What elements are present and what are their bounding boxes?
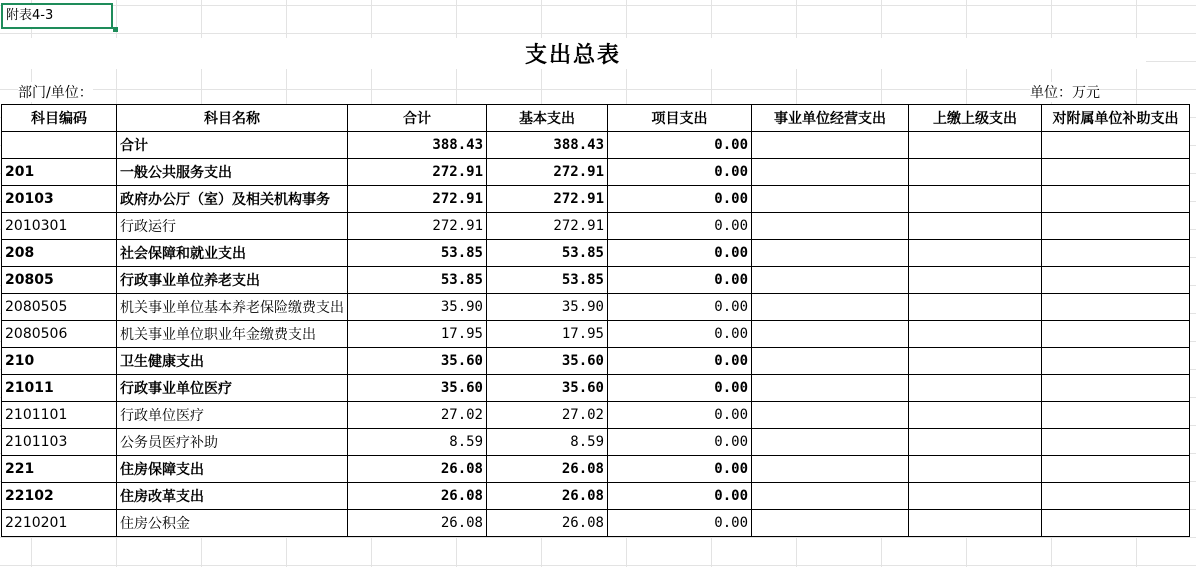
cell-subsidy[interactable] (1042, 267, 1190, 294)
cell-business[interactable] (752, 132, 909, 159)
table-row (2, 294, 1190, 321)
cell-name[interactable]: 社会保障和就业支出 (117, 240, 348, 267)
cell-subsidy[interactable] (1042, 213, 1190, 240)
cell-basic[interactable]: 26.08 (487, 483, 608, 510)
fill-handle[interactable] (113, 27, 118, 32)
cell-project[interactable]: 0.00 (608, 456, 752, 483)
header-total[interactable]: 合计 (348, 105, 487, 132)
cell-name[interactable]: 行政事业单位医疗 (117, 375, 348, 402)
cell-total[interactable]: 53.85 (348, 240, 487, 267)
cell-subsidy[interactable] (1042, 348, 1190, 375)
cell-upper[interactable] (909, 456, 1042, 483)
header-project[interactable]: 项目支出 (608, 105, 752, 132)
table-row (2, 483, 1190, 510)
table-row (2, 429, 1190, 456)
header-row (2, 105, 1190, 132)
table-row (2, 132, 1190, 159)
cell-total[interactable]: 26.08 (348, 483, 487, 510)
cell-upper[interactable] (909, 159, 1042, 186)
cell-project[interactable]: 0.00 (608, 510, 752, 537)
cell-subsidy[interactable] (1042, 294, 1190, 321)
cell-project[interactable]: 0.00 (608, 213, 752, 240)
cell-code[interactable]: 20103 (2, 186, 117, 213)
cell-basic[interactable]: 26.08 (487, 456, 608, 483)
cell-code[interactable]: 208 (2, 240, 117, 267)
cell-name[interactable]: 卫生健康支出 (117, 348, 348, 375)
header-upper[interactable]: 上缴上级支出 (909, 105, 1042, 132)
header-name[interactable]: 科目名称 (117, 105, 348, 132)
cell-total[interactable]: 26.08 (348, 456, 487, 483)
cell-name[interactable]: 机关事业单位基本养老保险缴费支出 (117, 294, 348, 321)
cell-total[interactable]: 53.85 (348, 267, 487, 294)
cell-business[interactable] (752, 186, 909, 213)
cell-upper[interactable] (909, 348, 1042, 375)
cell-project[interactable]: 0.00 (608, 375, 752, 402)
cell-business[interactable] (752, 510, 909, 537)
cell-business[interactable] (752, 456, 909, 483)
cell-subsidy[interactable] (1042, 483, 1190, 510)
header-business[interactable]: 事业单位经营支出 (752, 105, 909, 132)
expenditure-table (1, 104, 1190, 537)
table-row (2, 267, 1190, 294)
cell-code[interactable] (2, 132, 117, 159)
cell-code[interactable]: 2210201 (2, 510, 117, 537)
cell-project[interactable]: 0.00 (608, 267, 752, 294)
table-row (2, 402, 1190, 429)
cell-name[interactable]: 行政运行 (117, 213, 348, 240)
cell-total[interactable]: 272.91 (348, 186, 487, 213)
table-row (2, 186, 1190, 213)
cell-upper[interactable] (909, 240, 1042, 267)
cell-name[interactable]: 行政单位医疗 (117, 402, 348, 429)
cell-business[interactable] (752, 240, 909, 267)
cell-business[interactable] (752, 267, 909, 294)
cell-project[interactable]: 0.00 (608, 402, 752, 429)
cell-business[interactable] (752, 483, 909, 510)
cell-total[interactable]: 388.43 (348, 132, 487, 159)
table-row (2, 456, 1190, 483)
cell-upper[interactable] (909, 483, 1042, 510)
cell-subsidy[interactable] (1042, 321, 1190, 348)
cell-upper[interactable] (909, 132, 1042, 159)
table-row (2, 375, 1190, 402)
cell-name[interactable]: 行政事业单位养老支出 (117, 267, 348, 294)
cell-name[interactable]: 住房公积金 (117, 510, 348, 537)
cell-subsidy[interactable] (1042, 240, 1190, 267)
cell-basic[interactable]: 53.85 (487, 267, 608, 294)
cell-subsidy[interactable] (1042, 456, 1190, 483)
cell-project[interactable]: 0.00 (608, 348, 752, 375)
cell-basic[interactable]: 35.60 (487, 348, 608, 375)
table-row (2, 240, 1190, 267)
cell-subsidy[interactable] (1042, 159, 1190, 186)
cell-code[interactable]: 2101103 (2, 429, 117, 456)
table-row (2, 348, 1190, 375)
cell-subsidy[interactable] (1042, 186, 1190, 213)
cell-upper[interactable] (909, 213, 1042, 240)
cell-subsidy[interactable] (1042, 132, 1190, 159)
cell-project[interactable]: 0.00 (608, 321, 752, 348)
cell-basic[interactable]: 388.43 (487, 132, 608, 159)
cell-total[interactable]: 35.60 (348, 348, 487, 375)
cell-business[interactable] (752, 294, 909, 321)
cell-basic[interactable]: 272.91 (487, 159, 608, 186)
cell-code[interactable]: 2101101 (2, 402, 117, 429)
cell-total[interactable]: 17.95 (348, 321, 487, 348)
cell-basic[interactable]: 27.02 (487, 402, 608, 429)
cell-name[interactable]: 一般公共服务支出 (117, 159, 348, 186)
cell-code[interactable]: 2080506 (2, 321, 117, 348)
cell-project[interactable]: 0.00 (608, 159, 752, 186)
cell-name[interactable]: 机关事业单位职业年金缴费支出 (117, 321, 348, 348)
cell-business[interactable] (752, 159, 909, 186)
cell-basic[interactable]: 8.59 (487, 429, 608, 456)
cell-code[interactable]: 201 (2, 159, 117, 186)
cell-subsidy[interactable] (1042, 375, 1190, 402)
cell-basic[interactable]: 272.91 (487, 213, 608, 240)
table-title: 支出总表 (519, 43, 627, 68)
cell-name[interactable]: 住房改革支出 (117, 483, 348, 510)
cell-basic[interactable]: 53.85 (487, 240, 608, 267)
header-basic[interactable]: 基本支出 (487, 105, 608, 132)
cell-basic[interactable]: 35.60 (487, 375, 608, 402)
cell-upper[interactable] (909, 321, 1042, 348)
cell-code[interactable]: 22102 (2, 483, 117, 510)
cell-project[interactable]: 0.00 (608, 186, 752, 213)
cell-project[interactable]: 0.00 (608, 240, 752, 267)
cell-name[interactable]: 合计 (117, 132, 348, 159)
cell-upper[interactable] (909, 402, 1042, 429)
cell-ref-label: 附表4-3 (6, 8, 54, 23)
cell-subsidy[interactable] (1042, 510, 1190, 537)
table-row (2, 159, 1190, 186)
department-label[interactable]: 部门/单位： (18, 82, 93, 102)
cell-basic[interactable]: 17.95 (487, 321, 608, 348)
cell-total[interactable]: 272.91 (348, 213, 487, 240)
cell-business[interactable] (752, 375, 909, 402)
cell-business[interactable] (752, 321, 909, 348)
cell-code[interactable]: 20805 (2, 267, 117, 294)
cell-project[interactable]: 0.00 (608, 483, 752, 510)
cell-total[interactable]: 35.60 (348, 375, 487, 402)
cell-name[interactable]: 住房保障支出 (117, 456, 348, 483)
cell-upper[interactable] (909, 267, 1042, 294)
cell-basic[interactable]: 35.90 (487, 294, 608, 321)
cell-upper[interactable] (909, 510, 1042, 537)
cell-business[interactable] (752, 402, 909, 429)
cell-upper[interactable] (909, 375, 1042, 402)
cell-upper[interactable] (909, 294, 1042, 321)
header-code[interactable]: 科目编码 (2, 105, 117, 132)
cell-name[interactable]: 政府办公厅（室）及相关机构事务 (117, 186, 348, 213)
cell-total[interactable]: 26.08 (348, 510, 487, 537)
cell-project[interactable]: 0.00 (608, 132, 752, 159)
cell-code[interactable]: 221 (2, 456, 117, 483)
cell-project[interactable]: 0.00 (608, 429, 752, 456)
table-row (2, 510, 1190, 537)
cell-total[interactable]: 35.90 (348, 294, 487, 321)
cell-project[interactable]: 0.00 (608, 294, 752, 321)
table-row (2, 213, 1190, 240)
cell-subsidy[interactable] (1042, 402, 1190, 429)
cell-business[interactable] (752, 213, 909, 240)
cell-total[interactable]: 27.02 (348, 402, 487, 429)
cell-upper[interactable] (909, 429, 1042, 456)
cell-business[interactable] (752, 348, 909, 375)
cell-total[interactable]: 8.59 (348, 429, 487, 456)
selected-cell[interactable] (1, 3, 113, 29)
cell-subsidy[interactable] (1042, 429, 1190, 456)
table-row (2, 321, 1190, 348)
cell-code[interactable]: 2010301 (2, 213, 117, 240)
cell-code[interactable]: 2080505 (2, 294, 117, 321)
table-title-cell[interactable] (0, 38, 1146, 69)
cell-upper[interactable] (909, 186, 1042, 213)
header-subsidy[interactable]: 对附属单位补助支出 (1042, 105, 1190, 132)
cell-name[interactable]: 公务员医疗补助 (117, 429, 348, 456)
cell-basic[interactable]: 272.91 (487, 186, 608, 213)
cell-total[interactable]: 272.91 (348, 159, 487, 186)
unit-label[interactable]: 单位：万元 (1030, 82, 1100, 102)
cell-code[interactable]: 21011 (2, 375, 117, 402)
cell-basic[interactable]: 26.08 (487, 510, 608, 537)
cell-business[interactable] (752, 429, 909, 456)
cell-code[interactable]: 210 (2, 348, 117, 375)
